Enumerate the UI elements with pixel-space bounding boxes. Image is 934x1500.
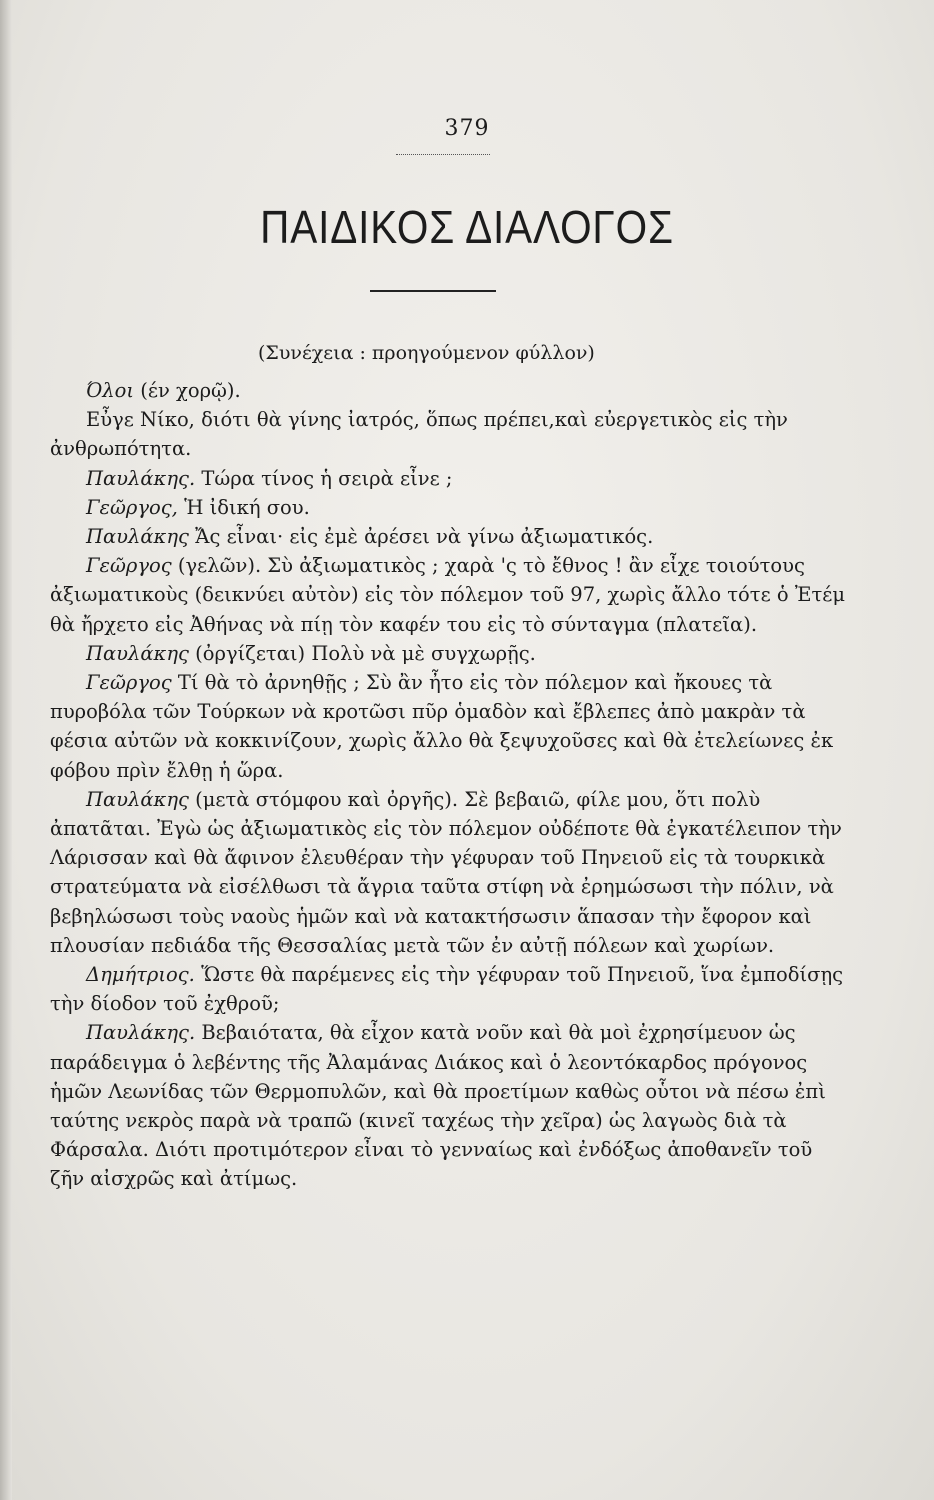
speaker-name: Παυλάκης. <box>86 466 196 490</box>
speaker-name: Παυλάκης <box>86 787 189 811</box>
paragraph-text: (έν χορῷ). <box>134 379 241 402</box>
dialogue-paragraph <box>50 376 850 405</box>
speaker-name: Γεῶργος, <box>86 495 178 519</box>
paragraph-text: Τώρα τίνος ἡ σειρὰ εἶνε ; <box>195 466 453 490</box>
dialogue-body <box>50 376 850 1194</box>
dialogue-paragraph <box>50 785 850 960</box>
dialogue-paragraph <box>50 493 850 522</box>
dialogue-paragraph <box>50 639 850 668</box>
page-number-rule <box>396 154 490 155</box>
paragraph-text: Ἄς εἶναι· εἰς ἐμὲ ἀρέσει νὰ γίνω ἀξιωματικός. <box>188 525 654 549</box>
paragraph-text: Βεβαιότατα, θὰ εἶχον κατὰ νοῦν καὶ θὰ μοὶ ἐχρησίμευον ὡς παράδειγμα ὁ λεβέντης τῆς Ἀλαμάνας Διάκος καὶ ὁ λεοντόκαρδος πρόγονος ἡμῶν Λεωνίδας τῶν Θερμοπυλῶν, καὶ θὰ προετίμων καθὼς οὗτοι νὰ πέσω ἐπὶ ταύτης νεκρὸς παρὰ νὰ τραπῶ (κινεῖ ταχέως τὴν χεῖρα) ὡς λαγωὸς διὰ τὰ Φάρσαλα. Διότι προτιμότερον εἶναι τὸ γενναίως καὶ ἐνδόξως ἀποθανεῖν τοῦ ζῆν αἰσχρῶς καὶ ἀτίμως. <box>50 1021 826 1191</box>
speaker-name: Δημήτριος. <box>86 963 195 987</box>
paragraph-text: Τί θὰ τὸ ἀρνηθῇς ; Σὺ ἂν ἦτο εἰς τὸν πόλεμον καὶ ἤκουες τὰ πυροβόλα τῶν Τούρκων νὰ κροτῶσι πῦρ ὁμαδὸν καὶ ἔβλεπες ἀπὸ μακρὰν τὰ φέσια αὐτῶν νὰ κοκκινίζουν, χωρὶς ἄλλο θὰ ξεψυχοῦσες καὶ θὰ ἐτελείωνες ἐκ φόβου πρὶν ἔλθῃ ἡ ὥρα. <box>50 671 834 782</box>
dialogue-paragraph <box>50 464 850 493</box>
page-binding-edge <box>0 0 12 1500</box>
dialogue-paragraph <box>50 960 850 1018</box>
dialogue-paragraph <box>50 668 850 785</box>
continuation-note: (Συνέχεια : προηγούμενον φύλλον) <box>258 342 595 364</box>
dialogue-paragraph <box>50 405 850 463</box>
speaker-name: Γεῶργος <box>86 671 172 695</box>
dialogue-paragraph <box>50 551 850 639</box>
paragraph-text: (ὀργίζεται) Πολὺ νὰ μὲ συγχωρῇς. <box>188 641 536 665</box>
speaker-name: Γεῶργος <box>86 554 172 578</box>
paragraph-text: Ὥστε θὰ παρέμενες εἰς τὴν γέφυραν τοῦ Πηνειοῦ, ἵνα ἐμποδίσῃς τὴν δίοδον τοῦ ἐχθροῦ; <box>50 963 844 1016</box>
paragraph-text: Ἡ ἰδική σου. <box>177 495 310 519</box>
speaker-name: Παυλάκης <box>86 641 189 665</box>
speaker-name: Παυλάκης. <box>86 1021 196 1045</box>
page-number: 379 <box>444 116 490 141</box>
paragraph-text: Εὖγε Νίκο, διότι θὰ γίνης ἰατρός, ὅπως πρέπει,καὶ εὐεργετικὸς εἰς τὴν ἀνθρωπότητα. <box>50 408 788 461</box>
dialogue-paragraph <box>50 1018 850 1193</box>
paragraph-text: (γελῶν). Σὺ ἀξιωματικὸς ; χαρὰ 'ς τὸ ἔθνος ! ἂν εἶχε τοιούτους ἀξιωματικοὺς (δεικνύει αὐτὸν) εἰς τὸν πόλεμον τοῦ 97, χωρὶς ἄλλο τότε ὁ Ἐτέμ θὰ ἤρχετο εἰς Ἀθήνας νὰ πίῃ τὸν καφέν του εἰς τὸ σύνταγμα (πλατεῖα). <box>50 554 846 636</box>
dialogue-paragraph <box>50 522 850 551</box>
speaker-name: Όλοι <box>86 379 135 402</box>
article-title: ΠΑΙΔΙΚΟΣ ΔΙΑΛΟΓΟΣ <box>260 201 674 253</box>
speaker-name: Παυλάκης <box>86 525 189 549</box>
title-rule <box>370 290 496 292</box>
paragraph-text: (μετὰ στόμφου καὶ ὀργῆς). Σὲ βεβαιῶ, φίλε μου, ὅτι πολὺ ἀπατᾶται. Ἐγὼ ὡς ἀξιωματικὸς εἰς τὸν πόλεμον οὐδέποτε θὰ ἐγκατέλειπον τὴν Λάρισσαν καὶ θὰ ἄφινον ἐλευθέραν τὴν γέφυραν τοῦ Πηνειοῦ εἰς τὰ τουρκικὰ στρατεύματα νὰ εἰσέλθωσι τὰ ἄγρια ταῦτα στίφη νὰ ἐρημώσωσι τὴν πόλιν, νὰ βεβηλώσωσι τοὺς ναοὺς ἡμῶν καὶ νὰ κατακτήσωσιν ἅπασαν τὴν ἔφορον καὶ πλουσίαν πεδιάδα τῆς Θεσσαλίας μετὰ τῶν ἐν αὐτῇ πόλεων καὶ χωρίων. <box>50 787 842 957</box>
